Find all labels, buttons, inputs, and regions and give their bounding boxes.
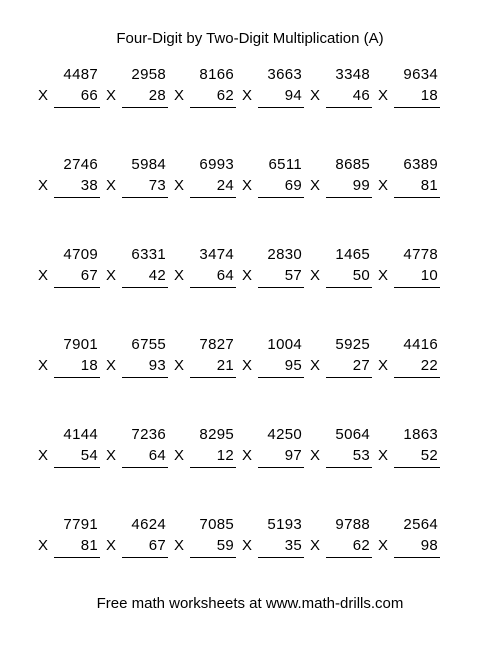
multiplier: 64 (148, 447, 166, 464)
worksheet-title: Four-Digit by Two-Digit Multiplication (A) (116, 30, 384, 47)
times-sign: X (38, 87, 49, 104)
multiplication-problem (106, 426, 174, 474)
answer-line (54, 557, 100, 558)
multiplicand: 7901 (63, 336, 98, 353)
answer-line (122, 107, 168, 108)
answer-line (54, 467, 100, 468)
multiplicand: 9788 (335, 516, 370, 533)
multiplication-problem (38, 516, 106, 564)
answer-line (258, 467, 304, 468)
multiplicand: 7085 (199, 516, 234, 533)
multiplication-problem (378, 516, 446, 564)
multiplicand: 6331 (131, 246, 166, 263)
multiplier: 42 (148, 267, 166, 284)
multiplicand: 2958 (131, 66, 166, 83)
multiplier: 62 (216, 87, 234, 104)
multiplier: 22 (420, 357, 438, 374)
times-sign: X (242, 357, 253, 374)
multiplier: 35 (284, 537, 302, 554)
multiplicand: 3348 (335, 66, 370, 83)
answer-line (394, 467, 440, 468)
answer-line (122, 377, 168, 378)
multiplier: 53 (352, 447, 370, 464)
multiplication-problem (106, 66, 174, 114)
multiplicand: 7827 (199, 336, 234, 353)
answer-line (394, 197, 440, 198)
multiplier: 18 (80, 357, 98, 374)
footer-credit: Free math worksheets at www.math-drills.com (96, 595, 404, 612)
multiplier: 59 (216, 537, 234, 554)
multiplication-problem (378, 336, 446, 384)
answer-line (326, 107, 372, 108)
answer-line (190, 377, 236, 378)
multiplication-problem (310, 66, 378, 114)
multiplier: 67 (80, 267, 98, 284)
multiplier: 27 (352, 357, 370, 374)
answer-line (122, 557, 168, 558)
multiplication-problem (38, 156, 106, 204)
times-sign: X (38, 267, 49, 284)
answer-line (394, 557, 440, 558)
multiplication-problem (242, 156, 310, 204)
times-sign: X (106, 357, 117, 374)
multiplicand: 4250 (267, 426, 302, 443)
multiplication-problem (242, 516, 310, 564)
multiplier: 94 (284, 87, 302, 104)
times-sign: X (378, 447, 389, 464)
multiplicand: 4416 (403, 336, 438, 353)
multiplicand: 4487 (63, 66, 98, 83)
multiplicand: 4709 (63, 246, 98, 263)
multiplication-problem (174, 156, 242, 204)
multiplicand: 8685 (335, 156, 370, 173)
multiplicand: 4624 (131, 516, 166, 533)
multiplier: 10 (420, 267, 438, 284)
multiplier: 73 (148, 177, 166, 194)
multiplier: 95 (284, 357, 302, 374)
times-sign: X (106, 447, 117, 464)
times-sign: X (242, 267, 253, 284)
multiplication-problem (174, 336, 242, 384)
answer-line (326, 557, 372, 558)
multiplication-problem (38, 426, 106, 474)
times-sign: X (106, 537, 117, 554)
multiplier: 97 (284, 447, 302, 464)
problem-grid (38, 66, 470, 564)
times-sign: X (38, 357, 49, 374)
times-sign: X (310, 177, 321, 194)
multiplicand: 6511 (268, 156, 302, 173)
times-sign: X (310, 357, 321, 374)
multiplication-problem (174, 246, 242, 294)
multiplication-problem (242, 66, 310, 114)
times-sign: X (106, 177, 117, 194)
times-sign: X (174, 447, 185, 464)
times-sign: X (378, 87, 389, 104)
answer-line (122, 197, 168, 198)
multiplicand: 1004 (267, 336, 302, 353)
answer-line (190, 197, 236, 198)
times-sign: X (174, 177, 185, 194)
multiplier: 24 (216, 177, 234, 194)
multiplicand: 6755 (131, 336, 166, 353)
times-sign: X (174, 537, 185, 554)
times-sign: X (310, 87, 321, 104)
answer-line (326, 197, 372, 198)
multiplicand: 6993 (199, 156, 234, 173)
times-sign: X (38, 537, 49, 554)
multiplication-problem (38, 66, 106, 114)
answer-line (54, 107, 100, 108)
multiplicand: 5925 (335, 336, 370, 353)
answer-line (258, 287, 304, 288)
multiplication-problem (38, 336, 106, 384)
multiplication-problem (310, 246, 378, 294)
multiplier: 99 (352, 177, 370, 194)
multiplication-problem (106, 336, 174, 384)
multiplier: 62 (352, 537, 370, 554)
times-sign: X (174, 87, 185, 104)
multiplier: 69 (284, 177, 302, 194)
multiplier: 21 (216, 357, 234, 374)
multiplication-problem (242, 426, 310, 474)
answer-line (54, 197, 100, 198)
times-sign: X (242, 177, 253, 194)
multiplication-problem (378, 246, 446, 294)
multiplication-problem (106, 246, 174, 294)
answer-line (326, 377, 372, 378)
times-sign: X (174, 267, 185, 284)
multiplicand: 2564 (403, 516, 438, 533)
multiplicand: 2830 (267, 246, 302, 263)
multiplier: 50 (352, 267, 370, 284)
multiplier: 28 (148, 87, 166, 104)
answer-line (394, 107, 440, 108)
times-sign: X (38, 177, 49, 194)
times-sign: X (378, 537, 389, 554)
times-sign: X (310, 267, 321, 284)
multiplication-problem (310, 516, 378, 564)
multiplier: 81 (80, 537, 98, 554)
multiplication-problem (242, 246, 310, 294)
multiplicand: 5064 (335, 426, 370, 443)
times-sign: X (310, 447, 321, 464)
multiplication-problem (378, 66, 446, 114)
answer-line (190, 287, 236, 288)
multiplicand: 8295 (199, 426, 234, 443)
answer-line (190, 467, 236, 468)
times-sign: X (38, 447, 49, 464)
multiplier: 18 (420, 87, 438, 104)
answer-line (326, 287, 372, 288)
multiplicand: 4778 (403, 246, 438, 263)
multiplicand: 2746 (63, 156, 98, 173)
times-sign: X (242, 447, 253, 464)
times-sign: X (242, 87, 253, 104)
times-sign: X (378, 267, 389, 284)
multiplier: 67 (148, 537, 166, 554)
answer-line (258, 377, 304, 378)
multiplicand: 4144 (63, 426, 98, 443)
multiplier: 52 (420, 447, 438, 464)
multiplicand: 6389 (403, 156, 438, 173)
multiplier: 54 (80, 447, 98, 464)
multiplication-problem (174, 516, 242, 564)
times-sign: X (242, 537, 253, 554)
times-sign: X (378, 357, 389, 374)
multiplication-problem (310, 426, 378, 474)
multiplicand: 3663 (267, 66, 302, 83)
multiplication-problem (378, 156, 446, 204)
multiplication-problem (242, 336, 310, 384)
answer-line (190, 107, 236, 108)
multiplicand: 9634 (403, 66, 438, 83)
times-sign: X (378, 177, 389, 194)
multiplicand: 1465 (335, 246, 370, 263)
times-sign: X (174, 357, 185, 374)
multiplier: 66 (80, 87, 98, 104)
multiplier: 46 (352, 87, 370, 104)
multiplier: 64 (216, 267, 234, 284)
answer-line (326, 467, 372, 468)
multiplication-problem (38, 246, 106, 294)
answer-line (258, 557, 304, 558)
answer-line (394, 377, 440, 378)
answer-line (122, 467, 168, 468)
answer-line (258, 197, 304, 198)
multiplier: 57 (284, 267, 302, 284)
multiplier: 81 (420, 177, 438, 194)
multiplication-problem (174, 426, 242, 474)
multiplicand: 3474 (199, 246, 234, 263)
answer-line (190, 557, 236, 558)
multiplicand: 5193 (267, 516, 302, 533)
multiplication-problem (310, 156, 378, 204)
multiplier: 38 (80, 177, 98, 194)
multiplication-problem (106, 156, 174, 204)
multiplication-problem (174, 66, 242, 114)
multiplication-problem (106, 516, 174, 564)
answer-line (394, 287, 440, 288)
times-sign: X (106, 87, 117, 104)
multiplication-problem (378, 426, 446, 474)
answer-line (122, 287, 168, 288)
times-sign: X (106, 267, 117, 284)
multiplicand: 7791 (63, 516, 98, 533)
multiplicand: 5984 (131, 156, 166, 173)
multiplier: 12 (216, 447, 234, 464)
multiplier: 93 (148, 357, 166, 374)
times-sign: X (310, 537, 321, 554)
multiplicand: 7236 (131, 426, 166, 443)
multiplicand: 8166 (199, 66, 234, 83)
multiplicand: 1863 (403, 426, 438, 443)
multiplication-problem (310, 336, 378, 384)
answer-line (258, 107, 304, 108)
answer-line (54, 287, 100, 288)
multiplier: 98 (420, 537, 438, 554)
answer-line (54, 377, 100, 378)
